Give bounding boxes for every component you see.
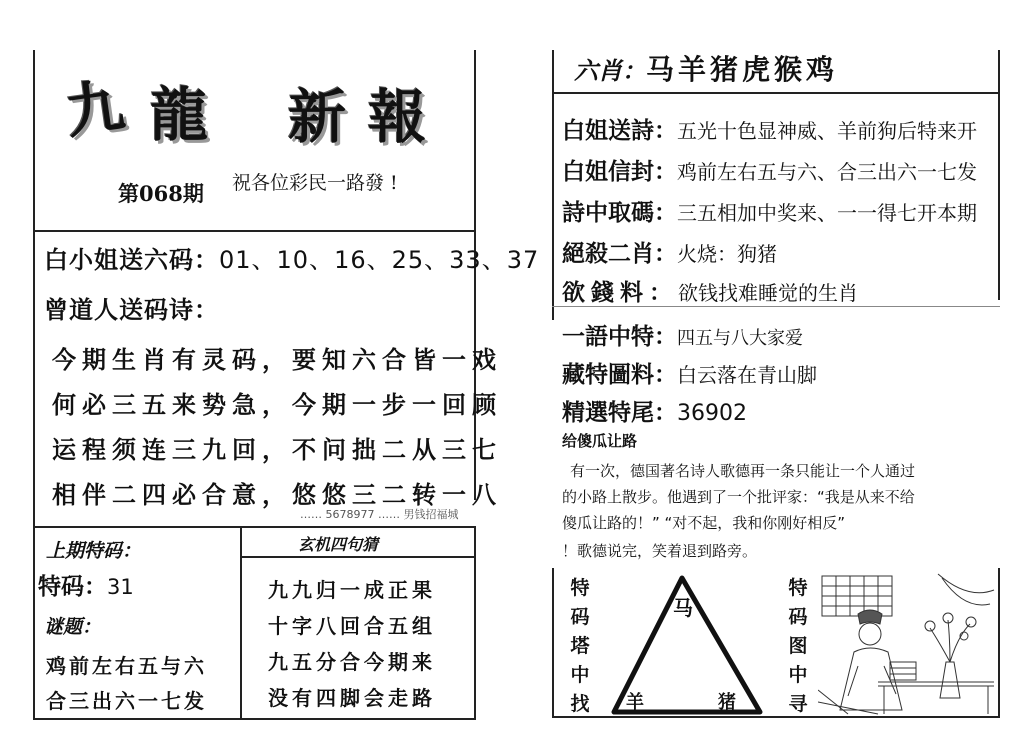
riddle-line: 鸡前左右五与六 [46,654,207,678]
story-line: 傻瓜让路的！” “对不起，我和你刚好相反” [562,514,846,532]
footer-strip: …… 5678977 …… 男钱招福城 [300,508,459,521]
right-left-border [552,50,554,320]
poem-line: 运程须连三九回，不问拙二从三七 [52,435,502,464]
info-value: 鸡前左右五与六、合三出六一七发 [677,160,977,184]
masthead-char: 報 [368,83,427,151]
info-label: 一語中特： [562,323,677,350]
tower-side-char: 找 [570,693,590,715]
mystery-line: 九五分合今期来 [268,650,436,674]
info-row [562,153,977,186]
story-line: 有一次，德国著名诗人歌德再一条只能让一个人通过 [570,462,916,480]
divider [240,556,476,558]
info-row [562,194,977,227]
prev-code-title: 上期特码： [46,540,142,562]
poem-line: 今期生肖有灵码，要知六合皆一戏 [52,345,502,374]
box-border [552,568,554,718]
story-line: ！歌德说完，笑着退到路旁。 [562,542,758,560]
greeting: 祝各位彩民一路發 ! [232,172,398,194]
riddle-line: 合三出六一七发 [46,689,207,713]
picture-side-char: 图 [788,635,808,657]
info-row [562,394,747,427]
info-label: 藏特圖料： [562,361,677,388]
poem-title: 曾道人送码诗： [44,296,219,324]
left-border [33,50,35,720]
story-title: 给傻瓜让路 [562,432,638,450]
mystery-line: 九九归一成正果 [268,578,436,602]
tower-right-label: 猪 [718,692,736,713]
prev-code-row [38,568,134,601]
story-line: 的小路上散步。他遇到了一个批评家：“我是从来不给 [562,488,915,506]
divider [552,92,1000,94]
tower-left-label: 羊 [626,692,644,713]
info-value: 三五相加中奖来、一一得七开本期 [677,201,977,225]
info-value: 五光十色显神威、羊前狗后特来开 [677,119,977,143]
divider [552,306,1000,307]
tower-side-char: 码 [570,606,590,628]
info-row [562,235,777,268]
tower-side-label [568,574,592,719]
six-codes-label: 白小姐送六码： [44,246,219,274]
six-zodiac-label: 六肖： [574,56,646,85]
divider [33,526,474,528]
info-label: 絕殺二肖： [562,240,677,267]
picture-side-char: 中 [788,664,808,686]
poem-line: 何必三五来势急，今期一步一回顾 [52,390,502,419]
tower-top-label: 马 [673,596,693,620]
poem-line: 相伴二四必合意，悠悠三二转一八 [52,480,502,509]
right-right-border [998,50,1000,300]
info-value: 四五与八大家爱 [677,328,803,349]
six-zodiac-row [574,48,838,88]
info-label: 詩中取碼： [562,199,677,226]
prev-code-value: 31 [107,575,134,599]
mystery-line: 十字八回合五组 [268,614,436,638]
scholar-illustration [818,570,996,716]
masthead-char: 龍 [150,81,209,149]
tower-side-char: 中 [570,664,590,686]
info-row [562,112,977,145]
issue-number: 第068期 [118,181,204,206]
info-row [562,356,817,389]
six-codes-value: 01、10、16、25、33、37 [219,246,540,274]
info-label: 精選特尾： [562,399,677,426]
picture-side-char: 特 [788,577,808,599]
box-border [998,568,1000,718]
divider [33,230,474,232]
riddle-title: 谜题： [44,616,102,638]
picture-side-char: 寻 [788,693,808,715]
mystery-line: 没有四脚会走路 [268,686,436,710]
info-label: 欲錢料： [562,279,678,306]
info-value: 火烧：狗猪 [677,242,777,266]
info-row [562,274,858,307]
info-value: 白云落在青山脚 [677,363,817,387]
info-value: 36902 [677,401,747,426]
info-value: 欲钱找难睡觉的生肖 [678,281,858,305]
tower-side-char: 特 [570,577,590,599]
picture-side-char: 码 [788,606,808,628]
info-label: 白姐信封： [562,158,677,185]
six-zodiac-value: 马羊猪虎猴鸡 [646,53,839,86]
masthead-char: 九 [61,71,129,147]
six-codes-row [44,240,539,275]
picture-side-label [786,574,810,719]
mystery-title: 玄机四句猜 [298,535,379,554]
masthead-char: 新 [288,83,347,151]
tower-side-char: 塔 [570,635,590,657]
prev-code-label: 特码： [38,574,107,600]
divider [33,718,476,720]
info-row [562,318,803,351]
info-label: 白姐送詩： [562,117,677,144]
